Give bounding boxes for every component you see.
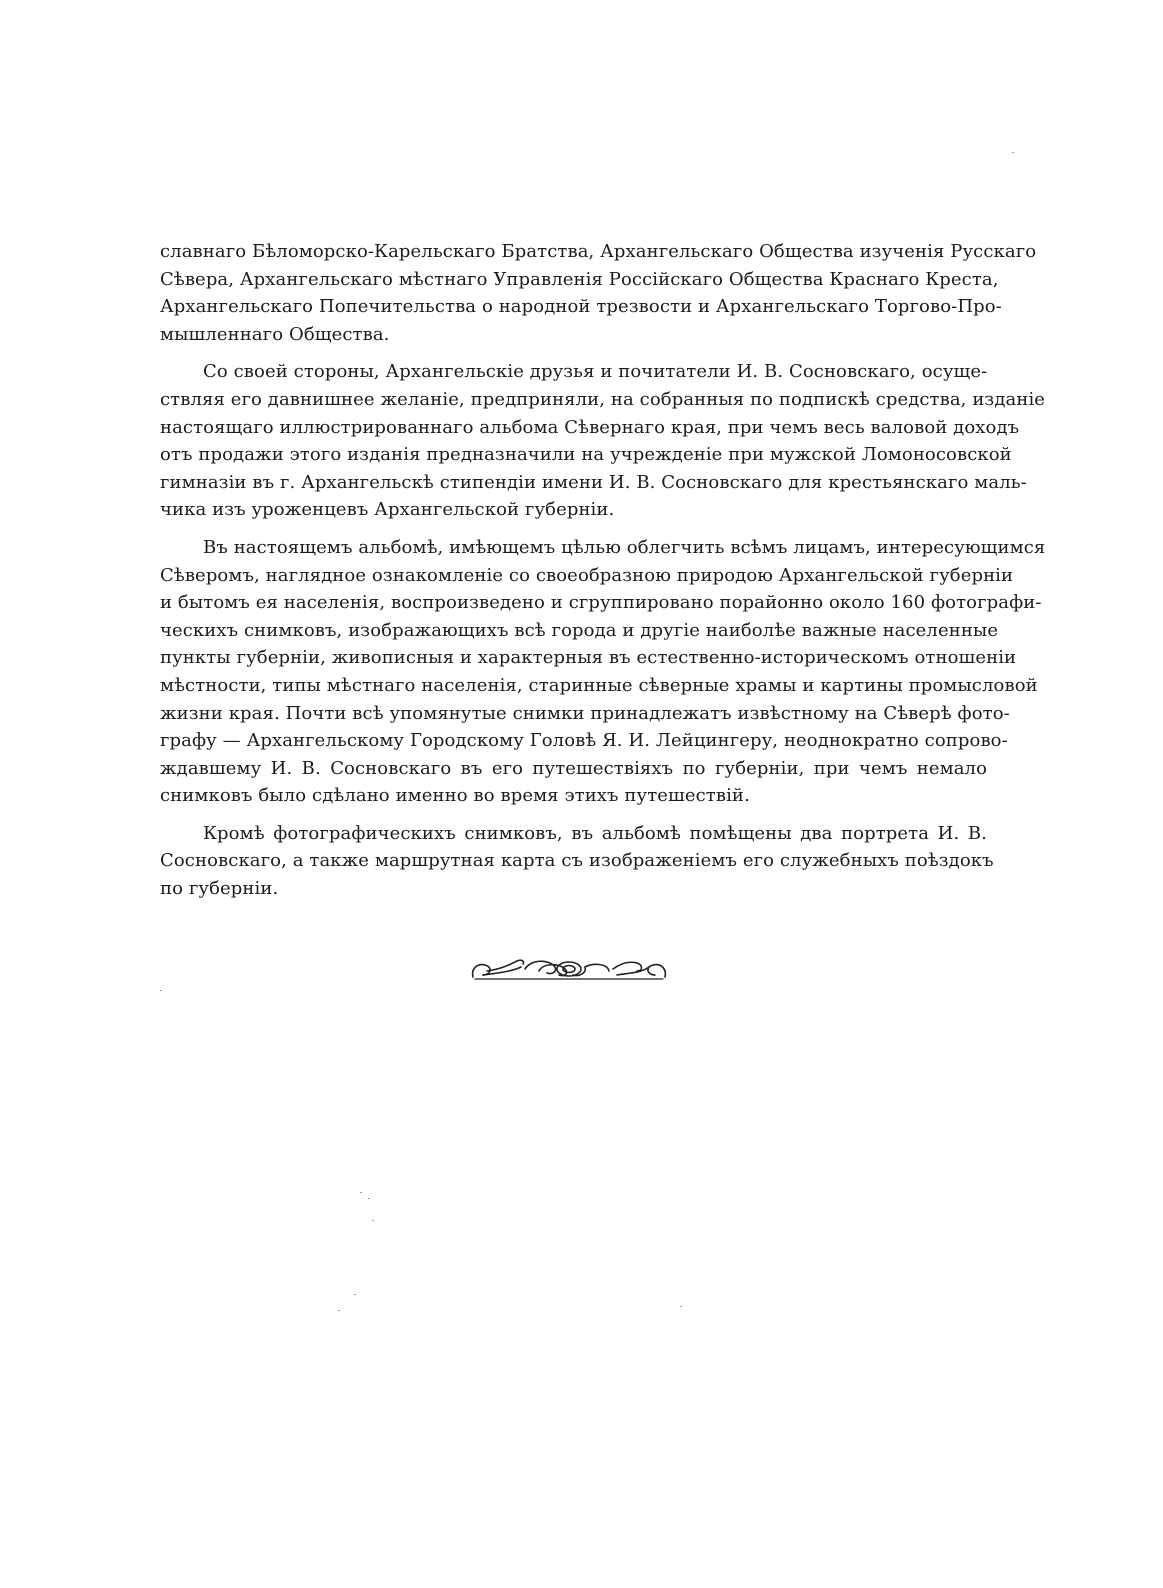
text-line: жизни края. Почти всѣ упомянутые снимки принадлежатъ извѣстному на Сѣверѣ фото- [160,702,1010,724]
text-line: Сосновскаго, а также маршрутная карта съ изображеніемъ его служебныхъ поѣздокъ [160,850,994,872]
text-line: настоящаго иллюстрированнаго альбома Сѣвернаго края, при чемъ весь валовой доходъ [160,416,1020,438]
scan-speck [160,990,162,991]
text-line: ческихъ снимковъ, изображающихъ всѣ города и другіе наиболѣе важные населенные [160,619,999,641]
scan-speck [354,1294,356,1295]
text-line: пункты губерніи, живописныя и характерныя въ естественно-историческомъ отношеніи [160,647,1017,669]
scan-speck [1012,152,1014,153]
paragraph-1 [160,238,1037,348]
scan-speck [360,1192,362,1193]
body-text [160,238,1046,913]
text-line: ждавшему И. В. Сосновскаго въ его путешествіяхъ по губерніи, при чемъ немало [160,757,987,779]
text-line: по губерніи. [160,878,279,900]
scan-speck [680,1306,682,1307]
text-line: Сѣвера, Архангельскаго мѣстнаго Управленія Россійскаго Общества Краснаго Креста, [160,268,999,290]
text-line: Кромѣ фотографическихъ снимковъ, въ альбомѣ помѣщены два портрета И. В. [203,822,987,844]
scan-speck [368,1198,370,1199]
paragraph-3 [160,534,1046,810]
text-line: ствляя его давнишнее желаніе, предприняли, на собранныя по подпискѣ средства, изданіе [160,388,1046,410]
text-line: снимковъ было сдѣлано именно во время этихъ путешествій. [160,785,750,807]
text-line: чика изъ уроженцевъ Архангельской губерніи. [160,499,615,521]
text-line: отъ продажи этого изданія предназначили на учрежденіе при мужской Ломоносовской [160,444,1012,466]
text-line: Архангельскаго Попечительства о народной трезвости и Архангельскаго Торгово-Про- [160,296,1002,318]
text-line: мышленнаго Общества. [160,323,390,345]
paragraph-2 [160,358,1046,524]
text-line: славнаго Бѣломорско-Карельскаго Братства, Архангельскаго Общества изученія Русскаго [160,241,1037,262]
text-line: Со своей стороны, Архангельскіе друзья и почитатели И. В. Сосновскаго, осуще- [203,361,988,383]
text-line: графу — Архангельскому Городскому Головѣ Я. И. Лейцингеру, неоднократно сопрово- [160,730,1008,752]
text-line: и бытомъ ея населенія, воспроизведено и сгруппировано порайонно около 160 фотографи- [160,592,1042,614]
text-line: мѣстности, типы мѣстнаго населенія, старинные сѣверные храмы и картины промысловой [160,674,1038,696]
paragraph-4 [160,820,994,903]
decorative-scroll-ornament-icon [469,955,669,983]
text-line: Въ настоящемъ альбомѣ, имѣющемъ цѣлью облегчить всѣмъ лицамъ, интересующимся [203,536,1046,558]
scan-speck [372,1220,374,1221]
text-line: Сѣверомъ, наглядное ознакомленіе со своеобразною природою Архангельской губерніи [160,564,1014,586]
scan-speck [338,1310,340,1311]
text-line: гимназіи въ г. Архангельскѣ стипендіи имени И. В. Сосновскаго для крестьянскаго маль- [160,471,1027,493]
